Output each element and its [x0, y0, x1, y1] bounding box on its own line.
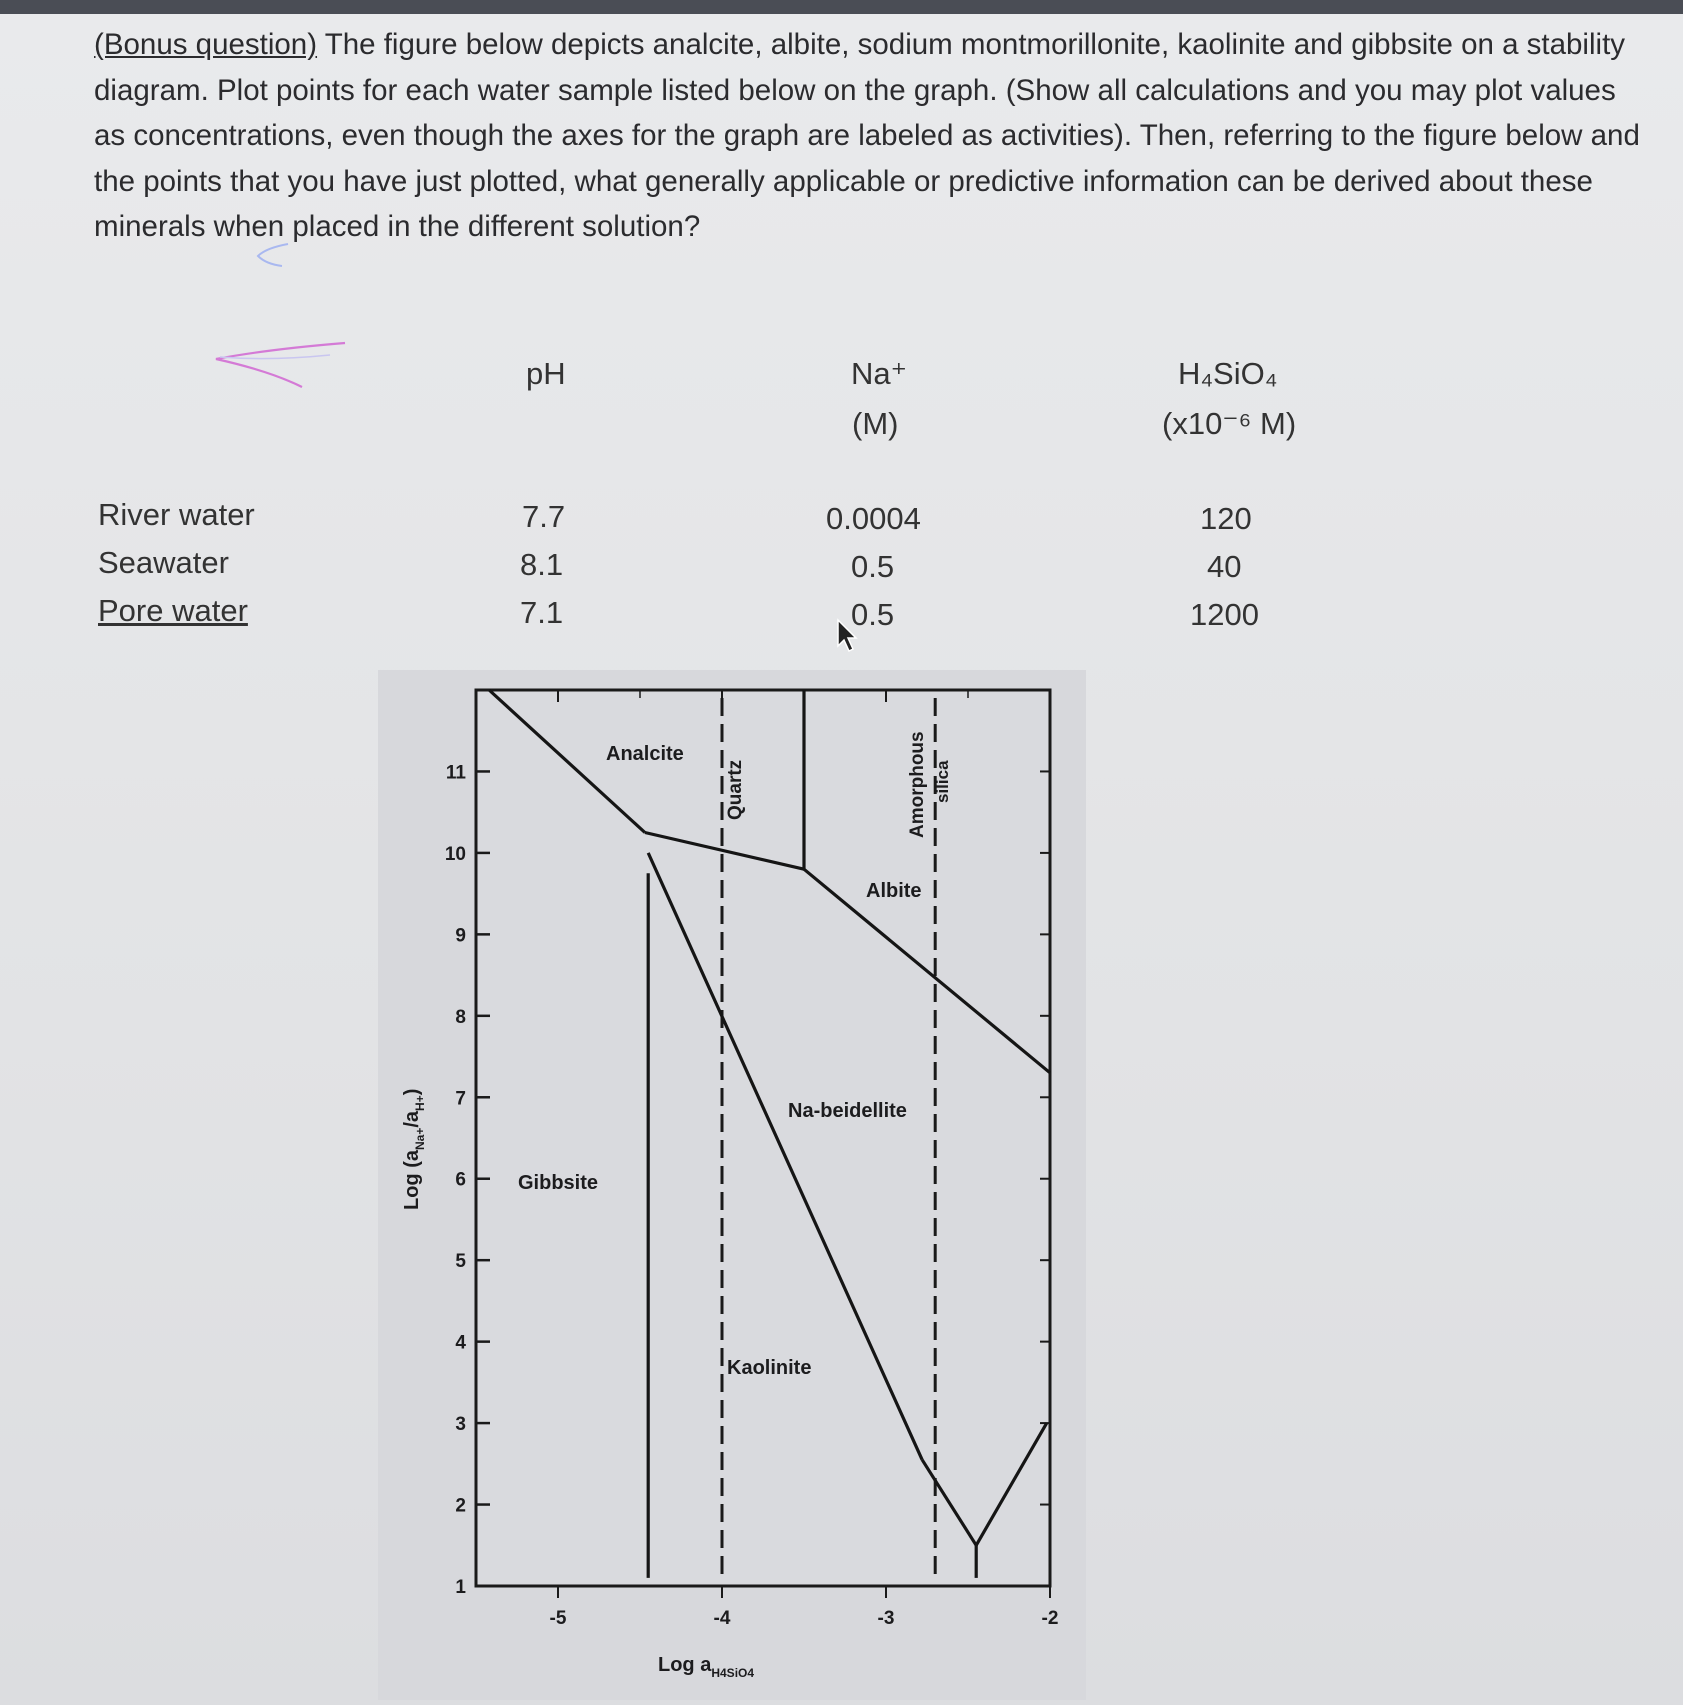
- y-tick-label: 7: [455, 1088, 466, 1110]
- row-label-pore: Pore water: [98, 593, 248, 628]
- window-top-bar: [0, 0, 1683, 14]
- header-si-unit: (x10⁻⁶ M): [1162, 406, 1297, 441]
- river-si: 120: [1200, 501, 1252, 536]
- x-tick-label: -4: [713, 1608, 731, 1629]
- header-na: Na⁺: [851, 356, 907, 391]
- x-tick-label: -2: [1041, 1608, 1059, 1629]
- label-amorphous: Amorphous: [907, 731, 928, 838]
- y-tick-label: 4: [455, 1332, 466, 1354]
- pen-mark-small: [252, 240, 292, 270]
- y-tick-label: 8: [455, 1006, 466, 1028]
- question-text: [94, 22, 1654, 250]
- y-tick-label: 3: [455, 1414, 466, 1436]
- stability-diagram: [378, 670, 1086, 1700]
- y-axis-label: Log $(a_{Na+}/a_{H+})$: [401, 1088, 427, 1210]
- x-tick-label: -3: [877, 1608, 895, 1629]
- row-label-river: River water: [98, 497, 255, 532]
- label-kaolinite: Kaolinite: [727, 1357, 812, 1379]
- label-silica: silica: [933, 760, 952, 803]
- y-tick-label: 5: [455, 1251, 466, 1273]
- seawater-si: 40: [1207, 549, 1242, 584]
- y-tick-label: 9: [455, 925, 466, 947]
- pore-si: 1200: [1190, 597, 1259, 632]
- pore-na: 0.5: [851, 597, 895, 632]
- header-ph: pH: [526, 356, 566, 391]
- header-si: H₄SiO₄: [1178, 356, 1278, 391]
- y-tick-label: 6: [455, 1169, 466, 1191]
- x-axis-label: Log $a_{H4SiO4}$: [658, 1654, 755, 1680]
- label-na-beidellite: Na-beidellite: [788, 1100, 907, 1122]
- bonus-label: (Bonus question): [94, 28, 318, 61]
- header-na-unit: (M): [852, 406, 899, 441]
- label-albite: Albite: [866, 880, 922, 902]
- pen-mark-arrow: [210, 335, 350, 395]
- label-gibbsite: Gibbsite: [518, 1172, 599, 1194]
- seawater-na: 0.5: [851, 549, 895, 584]
- y-tick-label: 10: [444, 843, 466, 865]
- river-ph: 7.7: [522, 499, 566, 534]
- seawater-ph: 8.1: [520, 547, 564, 582]
- y-tick-label: 2: [455, 1495, 466, 1517]
- river-na: 0.0004: [826, 501, 921, 536]
- y-tick-label: 1: [455, 1577, 466, 1598]
- question-body: The figure below depicts analcite, albite, sodium montmorillonite, kaolinite and gibbsite on a stability diagram. Plot points for each water sample listed below on the graph. (Show all calculations and you may plot values as concentrations, even though the axes for the graph are labeled as activities). Then, referring to the figure below and the points that you have just plotted, what generally applicable or predictive information can be derived about these minerals when placed in the different solution?: [94, 28, 1640, 243]
- y-tick-label: 11: [445, 762, 466, 784]
- label-analcite: Analcite: [606, 743, 684, 765]
- pore-ph: 7.1: [520, 595, 564, 630]
- plot-area: [476, 690, 1050, 1586]
- row-label-seawater: Seawater: [98, 545, 229, 580]
- mouse-cursor-icon: [836, 618, 862, 654]
- label-quartz: Quartz: [725, 759, 746, 820]
- stability-diagram-svg: [378, 670, 1086, 1700]
- x-tick-label: -5: [549, 1608, 567, 1629]
